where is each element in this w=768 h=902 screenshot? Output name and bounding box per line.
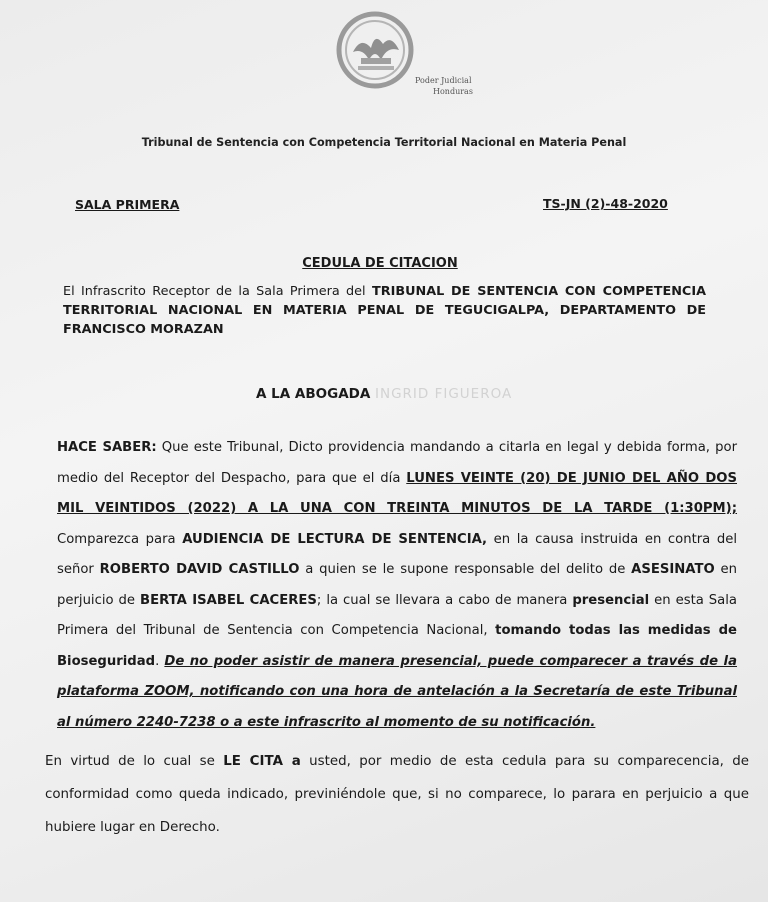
biosecurity-phrase: tomando todas las medidas de Bioseguridad	[57, 623, 737, 669]
closing-text-2: usted, por medio de esta cedula para su comparecencia, de conformidad como queda indicado, previniéndole que, si no comparece, lo parara en perjuicio a que hubiere lugar en Derecho.	[45, 754, 750, 835]
closing-paragraph	[45, 745, 749, 844]
hearing-date: LUNES VEINTE (20) DE JUNIO DEL AÑO DOS MIL VEINTIDOS (2022) A LA UNA CON TREINTA MINUTOS DE LA TARDE (1:30PM);	[57, 470, 737, 516]
poder-judicial-logo	[325, 10, 515, 110]
sala-label: SALA PRIMERA	[75, 197, 180, 212]
hearing-type: AUDIENCIA DE LECTURA DE SENTENCIA,	[182, 531, 488, 547]
addressee-prefix: A LA ABOGADA	[256, 386, 371, 402]
intro-court-name: TRIBUNAL DE SENTENCIA CON COMPETENCIA TERRITORIAL NACIONAL EN MATERIA PENAL DE TEGUCIGALPA, DEPARTAMENTO DE FRANCISCO MORAZAN	[63, 284, 706, 337]
intro-paragraph	[63, 282, 706, 339]
body-text-8: .	[155, 653, 165, 669]
intro-text: El Infrascrito Receptor de la Sala Primera del	[63, 284, 373, 299]
accused-name: ROBERTO DAVID CASTILLO	[99, 562, 300, 577]
body-text-4: a quien se le supone responsable del delito de	[299, 562, 632, 577]
case-number: TS-JN (2)-48-2020	[543, 196, 668, 211]
le-cita: LE CITA a	[223, 754, 301, 769]
crime-name: ASESINATO	[631, 562, 715, 577]
main-paragraph	[57, 433, 737, 738]
logo-text-2: Honduras	[433, 87, 473, 96]
body-text-1: Que este Tribunal, Dicto providencia mandando a citarla en legal y debida forma, por medio del Receptor del Despacho, para que el día	[57, 440, 737, 486]
hace-saber-label: HACE SABER:	[57, 440, 157, 455]
addressee	[256, 386, 512, 402]
body-text-2: Comparezca para	[57, 531, 183, 547]
document-title: CEDULA DE CITACION	[302, 256, 458, 271]
body-text-5: en perjuicio de	[57, 562, 737, 608]
logo-text-1: Poder Judicial	[415, 76, 472, 85]
body-text-3: en la causa instruida en contra del señor	[57, 531, 737, 577]
victim-name: BERTA ISABEL CACERES	[140, 592, 317, 608]
body-text-6: ; la cual se llevara a cabo de manera	[316, 592, 573, 608]
tribunal-heading: Tribunal de Sentencia con Competencia Territorial Nacional en Materia Penal	[141, 136, 627, 149]
addressee-name-redacted: INGRID FIGUEROA	[375, 386, 513, 402]
zoom-note: De no poder asistir de manera presencial, puede comparecer a través de la plataforma ZOOM, notificando con una hora de antelación a la Secretaría de este Tribunal al número 2240-7238 o a este infrascrito al momento de su notificación.	[57, 653, 737, 730]
emblem-icon	[325, 10, 425, 90]
body-text-7: en esta Sala Primera del Tribunal de Sentencia con Competencia Nacional,	[57, 592, 738, 638]
presencial-word: presencial	[572, 592, 650, 608]
closing-text-1: En virtud de lo cual se	[45, 754, 224, 769]
